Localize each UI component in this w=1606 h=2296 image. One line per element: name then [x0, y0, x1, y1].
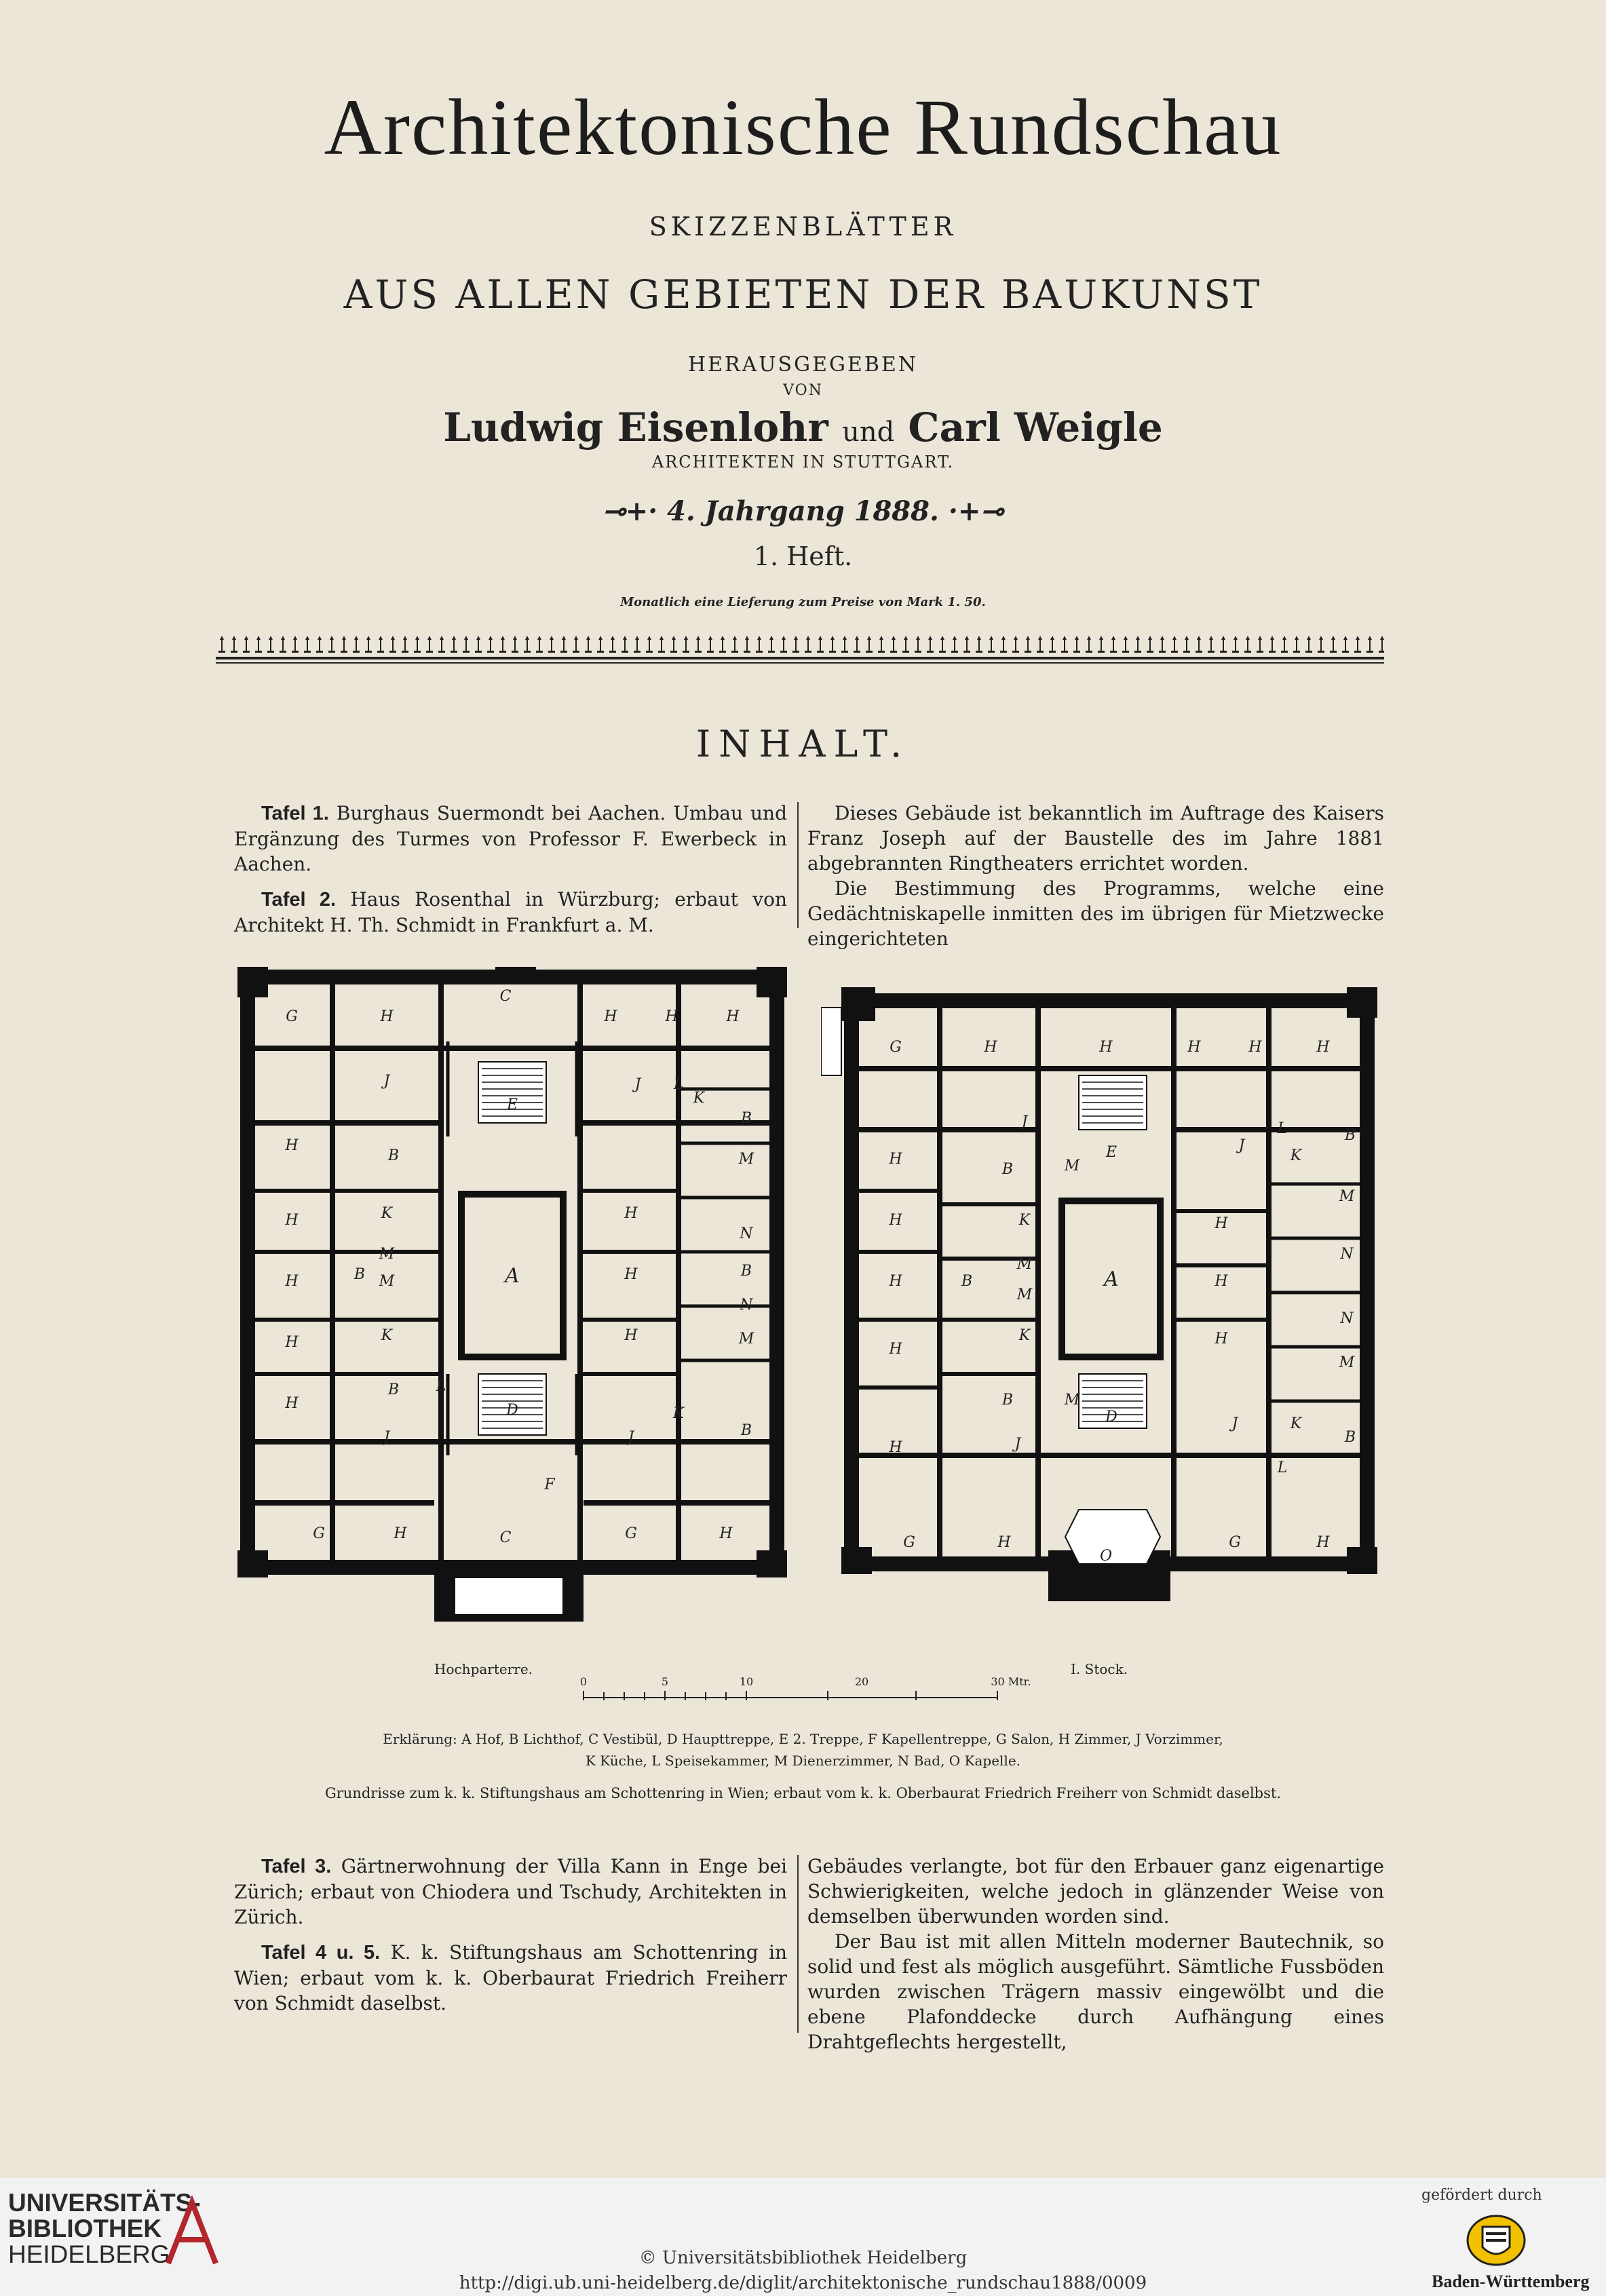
label-e-treppe: E [1105, 1144, 1117, 1161]
label-k-3: K [1290, 1147, 1302, 1164]
label-b-3: B [1001, 1392, 1014, 1409]
legend-line-1: Erklärung: A Hof, B Lichthof, C Vestibül, D Haupttreppe, E 2. Treppe, F Kapellentreppe, G Salon, H Zimmer, J Vorzimmer, [383, 1731, 1223, 1747]
label-h-14: H [997, 1534, 1011, 1551]
label-l-1: L [1277, 1120, 1288, 1137]
und-label: und [842, 417, 895, 448]
label-g-2: G [313, 1525, 325, 1542]
label-d-treppe: D [506, 1402, 518, 1419]
baden-wuerttemberg-crest-icon [1466, 2213, 1527, 2268]
label-h-5: H [285, 1137, 299, 1154]
label-h-10: H [889, 1439, 902, 1456]
jahrgang [0, 495, 1606, 527]
contents-right-bottom [807, 1854, 1384, 2065]
label-h-3: H [665, 1008, 678, 1025]
tafel-3-text: Gärtnerwohnung der Villa Kann in Enge bei Zürich; erbaut von Chiodera und Tschudy, Architekten in Zürich. [234, 1855, 788, 1928]
herausgegeben-label: HERAUSGEGEBEN [687, 353, 919, 377]
label-k-1: K [381, 1205, 393, 1222]
label-h-11: H [1215, 1215, 1228, 1232]
uni-line-2: BIBLIOTHEK [8, 2215, 162, 2242]
label-g-3: G [625, 1525, 637, 1542]
contents-left-bottom [234, 1854, 787, 2026]
floor-plan-hochparterre [231, 967, 787, 1645]
label-b-5: B [740, 1263, 752, 1280]
label-c-bottom: C [499, 1529, 512, 1546]
contents-left-top [234, 801, 787, 948]
label-h-12: H [1215, 1273, 1228, 1290]
tafel-1-label: Tafel 1. [261, 803, 329, 824]
label-m-5: M [1339, 1188, 1355, 1205]
label-j-1: J [383, 1073, 390, 1090]
label-h-8: H [889, 1273, 902, 1290]
right-paragraph-4: Der Bau ist mit allen Mitteln moderner Bautechnik, so solid und fest als möglich ausgeführt. Sämtliche Fussböden wurden zwischen Trägern massiv eingewölbt und die ebene Plafonddecke durch Aufhängung eines Drahtgeflechts hergestellt, [807, 1930, 1384, 2053]
label-h-13: H [1215, 1331, 1228, 1347]
uni-line-3: HEIDELBERG [8, 2240, 170, 2268]
label-m-1: M [1016, 1256, 1033, 1273]
floor-plan-i-stock [821, 967, 1384, 1645]
architects-line: ARCHITEKTEN IN STUTTGART. [651, 453, 955, 472]
jahrgang-text: 4. Jahrgang 1888. [667, 495, 939, 527]
label-j-4: J [1231, 1415, 1238, 1432]
label-m-2: M [1016, 1286, 1033, 1303]
von-label: VON [783, 382, 823, 399]
heft-number: 1. Heft. [753, 541, 853, 571]
tafel-45-label: Tafel 4 u. 5. [261, 1942, 381, 1964]
label-m-1: M [379, 1246, 395, 1263]
column-divider [797, 802, 799, 928]
label-n-2: N [1340, 1310, 1354, 1327]
label-m-3: M [738, 1151, 754, 1168]
label-h-11: H [624, 1266, 638, 1283]
label-b-6: B [740, 1422, 752, 1439]
scale-tick-5: 5 [661, 1675, 669, 1688]
label-j-2: J [634, 1076, 641, 1093]
label-b-2: B [353, 1266, 366, 1283]
editor-2: Carl Weigle [908, 404, 1163, 451]
ornamental-border-icon [216, 634, 1384, 666]
label-h-4: H [726, 1008, 740, 1025]
label-g-1: G [286, 1008, 298, 1025]
label-n-1: N [740, 1225, 753, 1242]
copyright-notice: © Universitätsbibliothek Heidelberg [638, 2248, 968, 2268]
uni-line-1: UNIVERSITÄTS- [8, 2189, 201, 2217]
label-h-4: H [1248, 1039, 1262, 1056]
label-h-1: H [380, 1008, 394, 1025]
label-j-4: J [628, 1429, 634, 1446]
label-k-2: K [1018, 1327, 1031, 1344]
baden-wuerttemberg-label: Baden-Württemberg [1432, 2272, 1590, 2291]
label-b-5: B [1344, 1429, 1356, 1446]
price-line: Monatlich eine Lieferung zum Preise von Mark 1. 50. [620, 595, 986, 609]
caption-hochparterre: Hochparterre. [434, 1661, 533, 1677]
tafel-2-text: Haus Rosenthal in Würzburg; erbaut von Architekt H. Th. Schmidt in Frankfurt a. M. [234, 888, 788, 936]
label-h-2: H [604, 1008, 617, 1025]
tafel-2-label: Tafel 2. [261, 889, 337, 911]
label-h-8: H [285, 1334, 299, 1351]
ornament-left-icon: ⊸+· [603, 495, 668, 527]
label-o-kapelle: O [1099, 1548, 1113, 1565]
label-h-13: H [394, 1525, 407, 1542]
label-a-hof: A [1104, 1267, 1119, 1291]
label-k-4: K [1290, 1415, 1302, 1432]
label-j-3: J [1014, 1436, 1021, 1453]
label-b-4: B [740, 1110, 752, 1127]
source-url[interactable]: http://digi.ub.uni-heidelberg.de/diglit/architektonische_rundschau1888/0009 [459, 2273, 1147, 2293]
label-g-3: G [1229, 1534, 1241, 1551]
editors [0, 404, 1606, 451]
label-h-2: H [1099, 1039, 1113, 1056]
label-b-4: B [1344, 1127, 1356, 1144]
right-paragraph-2: Die Bestimmung des Programms, welche eine Gedächtniskapelle inmitten des im übrigen für Mietzwecke eingerichteten [807, 877, 1384, 950]
label-h-10: H [624, 1205, 638, 1222]
label-h-7: H [889, 1212, 902, 1229]
label-a-hof: A [505, 1264, 520, 1288]
label-k-4: K [672, 1405, 685, 1422]
label-b-1: B [387, 1147, 400, 1164]
tafel-1-text: Burghaus Suermondt bei Aachen. Umbau und Ergänzung des Turmes von Professor F. Ewerbeck in Aachen. [234, 802, 788, 875]
journal-title: Architektonische Rundschau [324, 83, 1282, 172]
label-b-2: B [961, 1273, 973, 1290]
contents-right-top [807, 801, 1384, 961]
label-j-1: J [1021, 1113, 1028, 1130]
ornament-right-icon: ·+⊸ [938, 495, 1003, 527]
label-k-1: K [1018, 1212, 1031, 1229]
label-h-3: H [1187, 1039, 1201, 1056]
funding-label: gefördert durch [1421, 2187, 1542, 2204]
right-paragraph-3: Gebäudes verlangte, bot für den Erbauer ganz eigenartige Schwierigkeiten, welche jedoch in glänzender Weise von demselben überwunden worden sind. [807, 1855, 1384, 1928]
label-m-4: M [738, 1331, 754, 1347]
tafel-45-text: K. k. Stiftungshaus am Schottenring in Wien; erbaut vom k. k. Oberbaurat Friedrich Freiherr von Schmidt daselbst. [234, 1941, 787, 2014]
label-h-1: H [984, 1039, 997, 1056]
label-h-5: H [1316, 1039, 1330, 1056]
label-e-treppe: E [506, 1096, 518, 1113]
column-divider-bottom [797, 1855, 799, 2033]
label-l-2: L [436, 1378, 446, 1395]
legend-line-2: K Küche, L Speisekammer, M Dienerzimmer, N Bad, O Kapelle. [585, 1753, 1021, 1769]
label-h-14: H [719, 1525, 733, 1542]
label-k-3: K [693, 1090, 705, 1107]
tafel-3-label: Tafel 3. [261, 1856, 332, 1877]
scale-bar [577, 1670, 1038, 1704]
label-b-3: B [387, 1381, 400, 1398]
label-j-2: J [1238, 1137, 1245, 1154]
label-h-15: H [1316, 1534, 1330, 1551]
subtitle-skizzenblaetter: SKIZZENBLÄTTER [649, 212, 957, 242]
caption-i-stock: I. Stock. [1071, 1661, 1128, 1677]
label-b-1: B [1001, 1161, 1014, 1178]
scale-tick-0: 0 [579, 1675, 588, 1688]
scale-tick-20: 20 [854, 1675, 869, 1688]
editor-1: Ludwig Eisenlohr [443, 404, 828, 451]
label-h-6: H [285, 1212, 299, 1229]
label-h-9: H [285, 1395, 299, 1412]
label-l-1: L [673, 1076, 684, 1093]
label-j-3: J [383, 1429, 390, 1446]
label-m-6: M [1339, 1354, 1355, 1371]
scale-tick-30: 30 Mtr. [991, 1675, 1031, 1688]
plans-caption: Grundrisse zum k. k. Stiftungshaus am Schottenring in Wien; erbaut vom k. k. Oberbaurat Friedrich Freiherr von Schmidt daselbst. [324, 1785, 1282, 1801]
label-h-6: H [889, 1151, 902, 1168]
label-h-7: H [285, 1273, 299, 1290]
label-d-treppe: D [1105, 1409, 1117, 1426]
label-h-9: H [889, 1341, 902, 1358]
label-h-12: H [624, 1327, 638, 1344]
label-m-4: M [1064, 1392, 1080, 1409]
subtitle-baukunst: AUS ALLEN GEBIETEN DER BAUKUNST [343, 271, 1263, 318]
scale-tick-10: 10 [739, 1675, 754, 1688]
label-n-1: N [1340, 1246, 1354, 1263]
label-g-1: G [890, 1039, 902, 1056]
label-k-2: K [381, 1327, 393, 1344]
label-m-2: M [379, 1273, 395, 1290]
label-m-3: M [1064, 1157, 1080, 1174]
label-n-2: N [740, 1297, 753, 1314]
label-g-2: G [903, 1534, 915, 1551]
right-paragraph-1: Dieses Gebäude ist bekanntlich im Auftrage des Kaisers Franz Joseph auf der Baustelle des im Jahre 1881 abgebrannten Ringtheaters errichtet worden. [807, 802, 1384, 875]
label-f: F [544, 1476, 555, 1493]
inhalt-heading: INHALT. [695, 723, 911, 765]
label-c-top: C [499, 988, 512, 1005]
label-l-2: L [1277, 1459, 1288, 1476]
